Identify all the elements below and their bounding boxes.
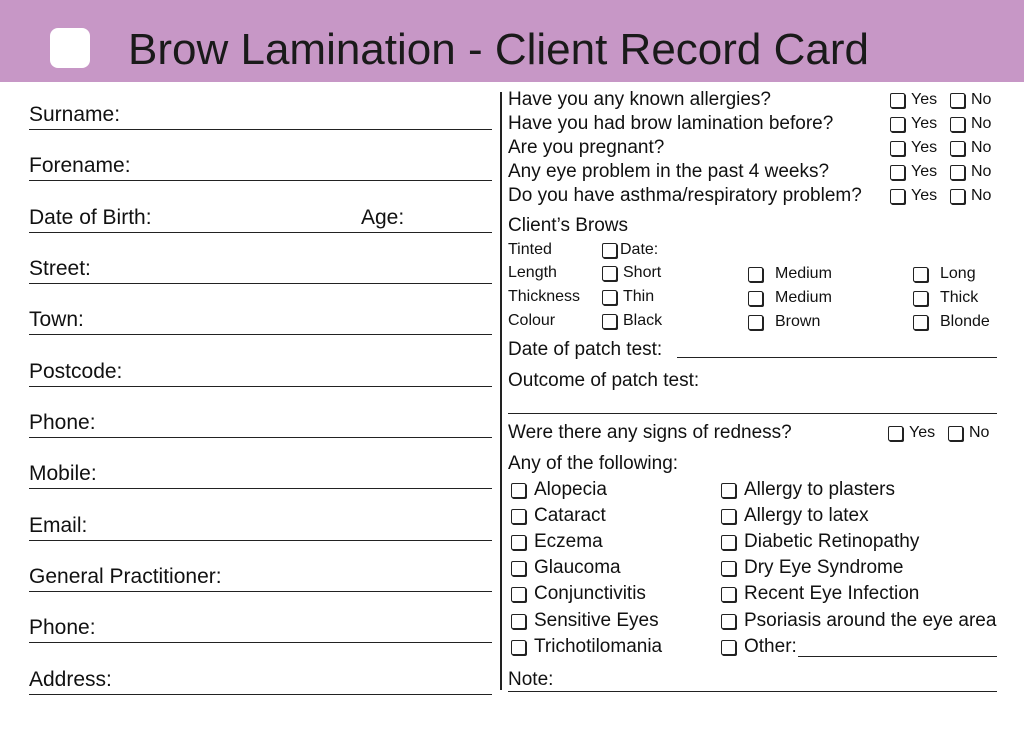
yes-checkbox[interactable] — [890, 113, 937, 135]
surname-field[interactable] — [29, 101, 492, 130]
patch-test-date-label: Date of patch test: — [508, 339, 663, 360]
condition-checkbox[interactable] — [511, 635, 662, 659]
brows-row-label: Colour — [508, 312, 556, 329]
option-label: Blonde — [940, 313, 990, 330]
checkbox-icon — [748, 267, 763, 282]
checkbox-icon — [948, 426, 963, 441]
checkbox-icon — [511, 483, 526, 498]
option-label: Yes — [911, 91, 938, 108]
checkbox-icon — [890, 117, 905, 132]
condition-label: Allergy to plasters — [744, 479, 896, 500]
condition-checkbox[interactable] — [511, 609, 659, 633]
option-label: Brown — [775, 313, 821, 330]
checkbox-icon — [721, 483, 736, 498]
yes-checkbox[interactable] — [890, 161, 937, 183]
condition-checkbox[interactable] — [511, 504, 606, 528]
checkbox-icon — [913, 291, 928, 306]
question-eye-problem: Any eye problem in the past 4 weeks? — [508, 161, 830, 182]
option-label: No — [971, 163, 992, 180]
option-label: No — [971, 187, 992, 204]
checkbox-icon — [721, 561, 736, 576]
condition-label: Psoriasis around the eye area — [744, 610, 997, 631]
condition-label: Eczema — [534, 531, 603, 552]
brows-row-label: Tinted — [508, 241, 552, 258]
yes-checkbox[interactable] — [890, 137, 937, 159]
no-checkbox[interactable] — [950, 185, 991, 207]
yes-checkbox[interactable] — [888, 422, 935, 444]
patch-test-outcome-label: Outcome of patch test: — [508, 370, 700, 391]
checkbox-icon — [511, 535, 526, 550]
checkbox-icon — [950, 117, 965, 132]
page-title: Brow Lamination - Client Record Card — [128, 25, 869, 74]
checkbox-icon — [913, 315, 928, 330]
redness-question: Were there any signs of redness? — [508, 422, 792, 443]
age-label: Age: — [361, 206, 405, 229]
option-label: Date: — [620, 241, 659, 258]
checkbox-icon — [950, 93, 965, 108]
checkbox-icon — [890, 165, 905, 180]
option-label: No — [969, 424, 990, 441]
condition-label: Dry Eye Syndrome — [744, 557, 904, 578]
colour-brown-checkbox[interactable] — [748, 311, 820, 333]
street-field[interactable] — [29, 255, 492, 284]
condition-checkbox[interactable] — [721, 478, 895, 502]
field-label: Date of Birth: — [29, 206, 152, 229]
general-practitioner-field[interactable] — [29, 563, 492, 592]
condition-checkbox[interactable] — [721, 609, 996, 633]
question-previous-lamination: Have you had brow lamination before? — [508, 113, 834, 134]
yes-checkbox[interactable] — [890, 89, 937, 111]
field-label: Street: — [29, 257, 91, 280]
option-label: No — [971, 139, 992, 156]
column-divider — [500, 92, 502, 690]
postcode-field[interactable] — [29, 358, 492, 387]
no-checkbox[interactable] — [950, 161, 991, 183]
option-label: No — [971, 115, 992, 132]
condition-checkbox[interactable] — [511, 556, 621, 580]
checkbox-icon — [721, 535, 736, 550]
condition-other-checkbox[interactable] — [721, 635, 797, 659]
note-label: Note: — [508, 669, 554, 690]
no-checkbox[interactable] — [950, 113, 991, 135]
phone-field[interactable] — [29, 409, 492, 438]
checkbox-icon — [602, 266, 617, 281]
option-label: Yes — [909, 424, 936, 441]
mobile-field[interactable] — [29, 460, 492, 489]
checkbox-icon — [890, 141, 905, 156]
checkbox-icon — [950, 165, 965, 180]
checkbox-icon — [602, 314, 617, 329]
option-label: Thin — [623, 288, 655, 305]
no-checkbox[interactable] — [950, 137, 991, 159]
thickness-thin-checkbox[interactable] — [602, 286, 654, 308]
checkbox-icon — [721, 640, 736, 655]
colour-black-checkbox[interactable] — [602, 310, 662, 332]
condition-label: Other: — [744, 636, 797, 657]
field-label: Phone: — [29, 411, 96, 434]
checkbox-icon — [721, 587, 736, 602]
condition-label: Allergy to latex — [744, 505, 869, 526]
date-of-birth-field[interactable] — [29, 204, 492, 233]
condition-label: Trichotilomania — [534, 636, 663, 657]
yes-checkbox[interactable] — [890, 185, 937, 207]
patch-test-date-line[interactable] — [677, 357, 997, 358]
field-label: Forename: — [29, 154, 131, 177]
question-pregnant: Are you pregnant? — [508, 137, 665, 158]
checkbox-icon — [511, 614, 526, 629]
no-checkbox[interactable] — [948, 422, 989, 444]
field-label: Mobile: — [29, 462, 97, 485]
checkbox-icon — [888, 426, 903, 441]
condition-label: Recent Eye Infection — [744, 583, 920, 604]
checkbox-icon — [950, 141, 965, 156]
checkbox-icon — [511, 561, 526, 576]
gp-phone-field[interactable] — [29, 614, 492, 643]
note-line[interactable] — [508, 691, 997, 692]
brows-heading: Client’s Brows — [508, 215, 629, 236]
option-label: Medium — [775, 289, 832, 306]
checkbox-icon — [511, 587, 526, 602]
checkbox-icon — [602, 290, 617, 305]
email-field[interactable] — [29, 512, 492, 541]
length-medium-checkbox[interactable] — [748, 263, 832, 285]
question-allergies: Have you any known allergies? — [508, 89, 771, 110]
field-label: Surname: — [29, 103, 121, 126]
brows-row-label: Thickness — [508, 288, 581, 305]
town-field[interactable] — [29, 306, 492, 335]
patch-test-outcome-line[interactable] — [508, 413, 997, 414]
condition-label: Sensitive Eyes — [534, 610, 659, 631]
brows-row-label: Length — [508, 264, 557, 281]
condition-label: Diabetic Retinopathy — [744, 531, 920, 552]
checkbox-icon — [890, 189, 905, 204]
field-label: Address: — [29, 668, 112, 691]
option-label: Long — [940, 265, 976, 282]
condition-label: Cataract — [534, 505, 606, 526]
condition-checkbox[interactable] — [511, 478, 607, 502]
option-label: Yes — [911, 139, 938, 156]
field-label: Phone: — [29, 616, 96, 639]
other-condition-line[interactable] — [798, 656, 997, 657]
option-label: Black — [623, 312, 663, 329]
checkbox-icon — [748, 291, 763, 306]
address-field[interactable] — [29, 666, 492, 695]
checkbox-icon — [511, 640, 526, 655]
field-label: Town: — [29, 308, 84, 331]
option-label: Yes — [911, 163, 938, 180]
forename-field[interactable] — [29, 152, 492, 181]
logo-placeholder — [50, 28, 90, 68]
condition-checkbox[interactable] — [721, 556, 903, 580]
checkbox-icon — [950, 189, 965, 204]
option-label: Yes — [911, 187, 938, 204]
checkbox-icon — [890, 93, 905, 108]
checkbox-icon — [748, 315, 763, 330]
option-label: Short — [623, 264, 662, 281]
length-short-checkbox[interactable] — [602, 262, 661, 284]
thickness-thick-checkbox[interactable] — [913, 287, 978, 309]
thickness-medium-checkbox[interactable] — [748, 287, 832, 309]
option-label: Yes — [911, 115, 938, 132]
option-label: Thick — [940, 289, 979, 306]
condition-checkbox[interactable] — [721, 504, 869, 528]
header-bar — [0, 0, 1024, 82]
no-checkbox[interactable] — [950, 89, 991, 111]
condition-checkbox[interactable] — [511, 530, 603, 554]
checkbox-icon — [913, 267, 928, 282]
colour-blonde-checkbox[interactable] — [913, 311, 990, 333]
field-label: Postcode: — [29, 360, 123, 383]
conditions-heading: Any of the following: — [508, 453, 679, 474]
condition-label: Glaucoma — [534, 557, 621, 578]
checkbox-icon — [721, 614, 736, 629]
condition-label: Conjunctivitis — [534, 583, 646, 604]
tinted-checkbox[interactable] — [602, 239, 658, 261]
question-asthma: Do you have asthma/respiratory problem? — [508, 185, 862, 206]
field-label: General Practitioner: — [29, 565, 222, 588]
checkbox-icon — [721, 509, 736, 524]
option-label: No — [971, 91, 992, 108]
checkbox-icon — [602, 243, 617, 258]
condition-label: Alopecia — [534, 479, 607, 500]
length-long-checkbox[interactable] — [913, 263, 976, 285]
checkbox-icon — [511, 509, 526, 524]
condition-checkbox[interactable] — [721, 582, 919, 606]
condition-checkbox[interactable] — [511, 582, 646, 606]
option-label: Medium — [775, 265, 832, 282]
condition-checkbox[interactable] — [721, 530, 919, 554]
field-label: Email: — [29, 514, 88, 537]
